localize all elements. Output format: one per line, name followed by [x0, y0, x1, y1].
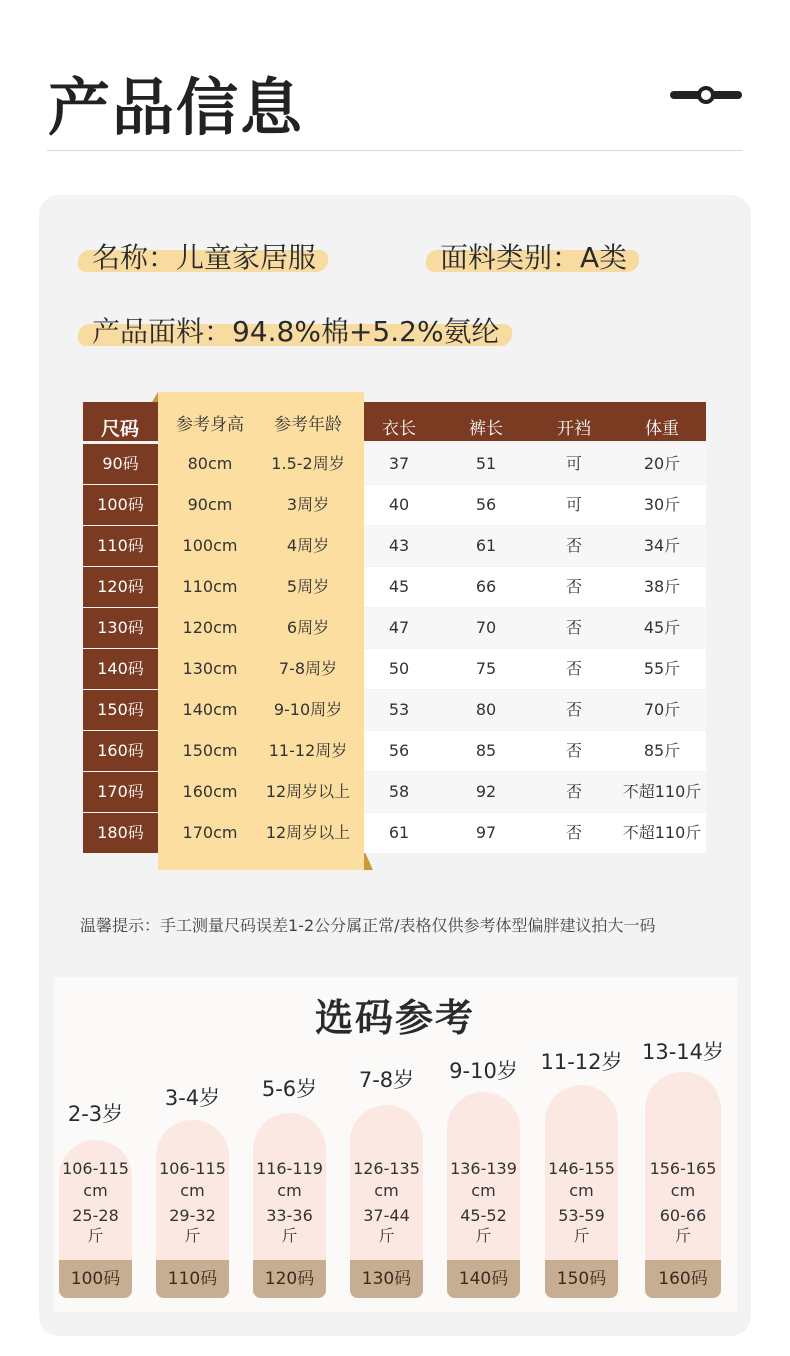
- row-size-label: 170码: [83, 772, 158, 812]
- guide-weight-unit: 斤: [573, 1226, 590, 1245]
- table-cell: 34斤: [643, 536, 681, 555]
- table-cell: 100cm: [182, 536, 238, 555]
- table-cell: 53: [388, 700, 410, 719]
- guide-weight-range: 37-44: [363, 1206, 410, 1225]
- guide-age-label: 11-12岁: [540, 1050, 623, 1074]
- guide-height-range: 126-135: [353, 1159, 420, 1178]
- table-cell: 80cm: [187, 454, 233, 473]
- page-title: 产品信息: [48, 71, 305, 144]
- table-cell: 55斤: [643, 659, 681, 678]
- table-cell: 不超110斤: [622, 823, 702, 842]
- guide-age-label: 3-4岁: [164, 1086, 221, 1110]
- table-cell: 7-8周岁: [278, 659, 338, 678]
- table-cell: 90cm: [187, 495, 233, 514]
- table-cell: 12周岁以上: [265, 823, 351, 842]
- table-cell: 130cm: [182, 659, 238, 678]
- header-size: 尺码: [100, 418, 139, 440]
- table-cell: 61: [475, 536, 497, 555]
- table-cell: 5周岁: [286, 577, 330, 596]
- guide-age-label: 13-14岁: [641, 1040, 725, 1064]
- table-cell: 11-12周岁: [268, 741, 348, 760]
- table-cell: 38斤: [643, 577, 681, 596]
- table-cell: 45斤: [643, 618, 681, 637]
- guide-weight-unit: 斤: [475, 1226, 492, 1245]
- table-cell: 37: [388, 454, 410, 473]
- fabric-category: 面料类别：A类: [440, 236, 627, 276]
- guide-size-label: 130码: [350, 1260, 423, 1298]
- row-size-label: 180码: [83, 813, 158, 853]
- table-cell: 否: [565, 618, 582, 637]
- row-size-label: 160码: [83, 731, 158, 771]
- guide-size-label: 160码: [645, 1260, 721, 1298]
- table-cell: 否: [565, 741, 582, 760]
- toggle-decoration-icon: [670, 86, 742, 104]
- table-cell: 85斤: [643, 741, 681, 760]
- table-cell: 否: [565, 659, 582, 678]
- guide-height-unit: cm: [471, 1181, 496, 1200]
- guide-weight-range: 29-32: [169, 1206, 216, 1225]
- title-divider: [47, 150, 743, 151]
- guide-height-unit: cm: [277, 1181, 302, 1200]
- guide-size-label: 140码: [447, 1260, 520, 1298]
- guide-weight-range: 45-52: [460, 1206, 507, 1225]
- row-size-label: 120码: [83, 567, 158, 607]
- table-cell: 140cm: [182, 700, 238, 719]
- table-cell: 否: [565, 577, 582, 596]
- guide-size-label: 110码: [156, 1260, 229, 1298]
- row-size-label: 140码: [83, 649, 158, 689]
- table-cell: 110cm: [182, 577, 238, 596]
- table-cell: 43: [388, 536, 410, 555]
- guide-height-unit: cm: [180, 1181, 205, 1200]
- table-cell: 可: [565, 495, 582, 514]
- table-cell: 3周岁: [286, 495, 330, 514]
- table-cell: 70斤: [643, 700, 681, 719]
- table-cell: 66: [475, 577, 497, 596]
- table-cell: 97: [475, 823, 497, 842]
- table-cell: 75: [475, 659, 497, 678]
- product-fabric: 产品面料：94.8%棉+5.2%氨纶: [92, 310, 500, 350]
- guide-weight-unit: 斤: [378, 1226, 395, 1245]
- guide-height-range: 156-165: [649, 1159, 717, 1178]
- table-cell: 47: [388, 618, 410, 637]
- guide-weight-unit: 斤: [281, 1226, 298, 1245]
- row-size-label: 90码: [83, 444, 158, 484]
- table-cell: 51: [475, 454, 497, 473]
- table-cell: 45: [388, 577, 410, 596]
- table-cell: 9-10周岁: [273, 700, 343, 719]
- table-cell: 20斤: [643, 454, 681, 473]
- header-age: 参考年龄: [274, 415, 342, 435]
- guide-height-range: 116-119: [256, 1159, 323, 1178]
- table-cell: 85: [475, 741, 497, 760]
- size-guide-title: 选码参考: [314, 996, 475, 1040]
- header-open-crotch: 开裆: [557, 419, 591, 439]
- table-cell: 61: [388, 823, 410, 842]
- table-cell: 4周岁: [286, 536, 330, 555]
- table-cell: 50: [388, 659, 410, 678]
- guide-height-unit: cm: [670, 1181, 696, 1200]
- guide-age-label: 7-8岁: [358, 1068, 415, 1092]
- guide-weight-range: 25-28: [72, 1206, 119, 1225]
- table-cell: 160cm: [182, 782, 238, 801]
- guide-height-unit: cm: [83, 1181, 108, 1200]
- guide-height-range: 106-115: [159, 1159, 226, 1178]
- table-cell: 否: [565, 782, 582, 801]
- table-cell: 56: [475, 495, 497, 514]
- guide-age-label: 2-3岁: [67, 1102, 124, 1126]
- guide-height-range: 136-139: [450, 1159, 517, 1178]
- table-cell: 58: [388, 782, 410, 801]
- guide-height-unit: cm: [569, 1181, 594, 1200]
- guide-weight-range: 53-59: [558, 1206, 605, 1225]
- row-size-label: 100码: [83, 485, 158, 525]
- table-cell: 6周岁: [286, 618, 330, 637]
- guide-height-range: 106-115: [62, 1159, 129, 1178]
- header-top-length: 衣长: [382, 419, 416, 439]
- header-pants-length: 裤长: [469, 419, 503, 439]
- guide-weight-range: 33-36: [266, 1206, 313, 1225]
- table-cell: 80: [475, 700, 497, 719]
- table-cell: 170cm: [182, 823, 238, 842]
- table-cell: 否: [565, 536, 582, 555]
- table-cell: 150cm: [182, 741, 238, 760]
- table-cell: 92: [475, 782, 497, 801]
- product-name: 名称：儿童家居服: [92, 236, 316, 276]
- table-cell: 12周岁以上: [265, 782, 351, 801]
- row-size-label: 110码: [83, 526, 158, 566]
- table-cell: 否: [565, 823, 582, 842]
- guide-size-label: 120码: [253, 1260, 326, 1298]
- header-height: 参考身高: [176, 415, 244, 435]
- guide-weight-range: 60-66: [659, 1206, 707, 1225]
- guide-size-label: 100码: [59, 1260, 132, 1298]
- header-weight: 体重: [645, 419, 679, 439]
- row-size-label: 150码: [83, 690, 158, 730]
- guide-age-label: 9-10岁: [449, 1059, 518, 1083]
- table-cell: 可: [565, 454, 582, 473]
- table-cell: 120cm: [182, 618, 238, 637]
- table-cell: 否: [565, 700, 582, 719]
- guide-size-label: 150码: [545, 1260, 618, 1298]
- tip-text: 温馨提示：手工测量尺码误差1-2公分属正常/表格仅供参考体型偏胖建议拍大一码: [80, 916, 656, 935]
- table-cell: 1.5-2周岁: [271, 454, 345, 473]
- table-cell: 不超110斤: [622, 782, 702, 801]
- table-cell: 56: [388, 741, 410, 760]
- row-size-label: 130码: [83, 608, 158, 648]
- guide-height-range: 146-155: [548, 1159, 615, 1178]
- guide-weight-unit: 斤: [87, 1226, 104, 1245]
- table-cell: 70: [475, 618, 497, 637]
- guide-weight-unit: 斤: [674, 1226, 691, 1245]
- guide-height-unit: cm: [374, 1181, 399, 1200]
- table-cell: 40: [388, 495, 410, 514]
- guide-age-label: 5-6岁: [261, 1077, 318, 1101]
- guide-weight-unit: 斤: [184, 1226, 201, 1245]
- table-cell: 30斤: [643, 495, 681, 514]
